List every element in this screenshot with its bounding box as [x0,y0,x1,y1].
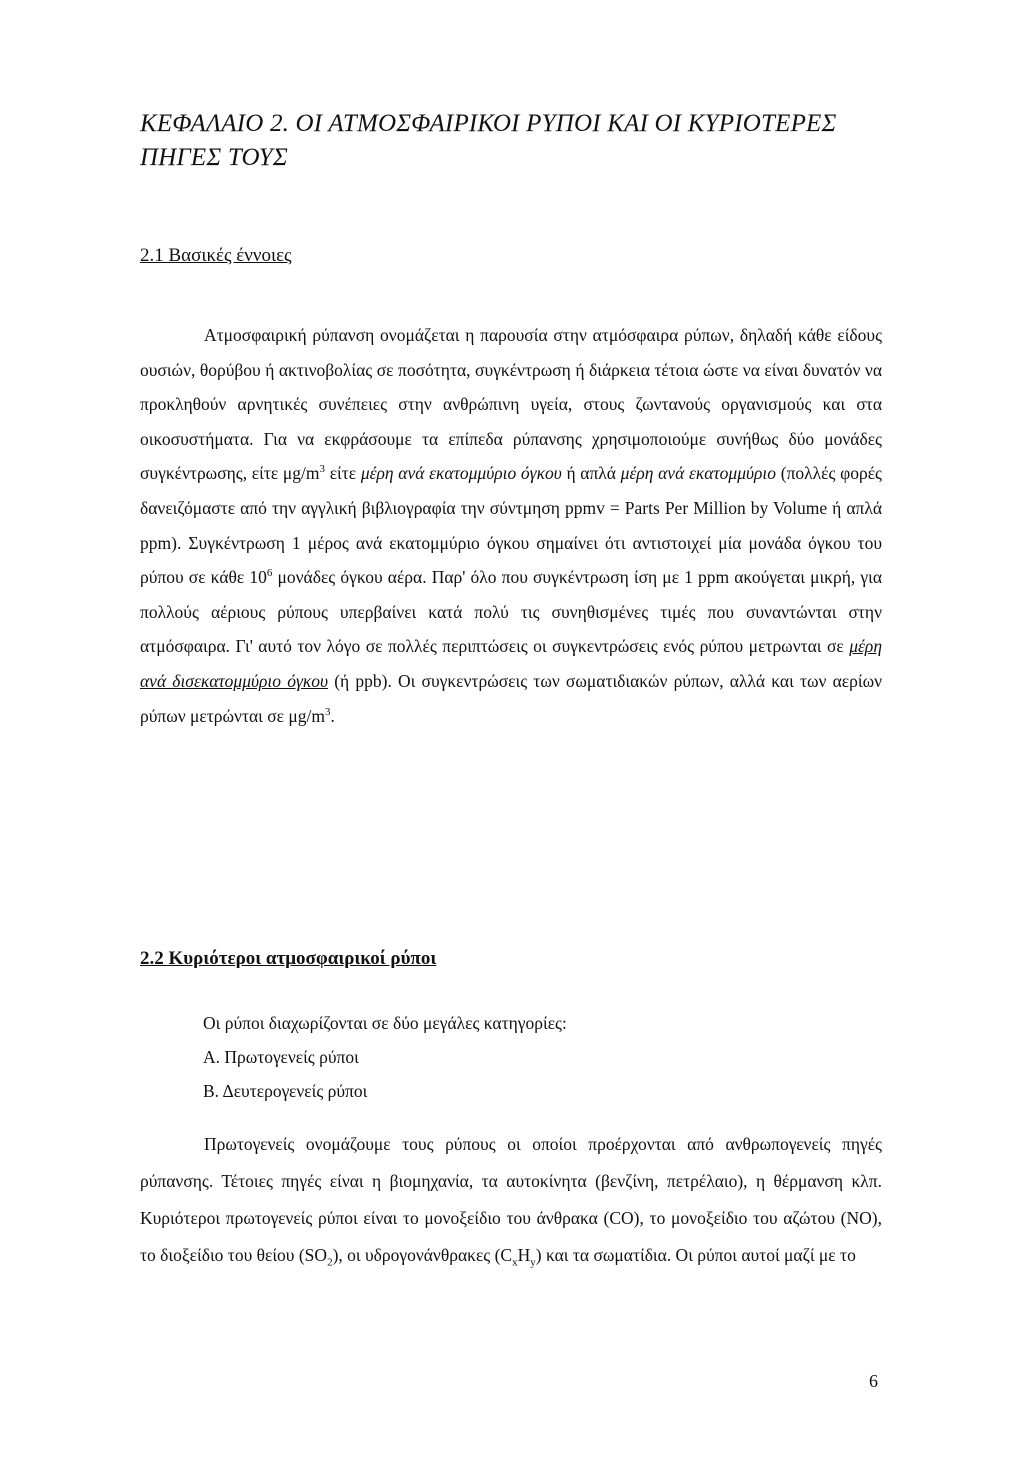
text-run: ) και τα σωματίδια. Οι ρύποι αυτοί μαζί με το [535,1245,856,1265]
paragraph-primary-pollutants [140,1126,882,1274]
category-primary: Α. Πρωτογενείς ρύποι [203,1047,359,1067]
subscript: y [530,1256,536,1269]
section-heading-main-pollutants: 2.2 Κυριότεροι ατμοσφαιρικοί ρύποι [140,948,437,969]
italic-term: μέρη ανά εκατομμύριο [620,463,777,484]
page-number: 6 [869,1371,878,1391]
text-run: H [517,1245,531,1265]
subscript: x [512,1256,518,1269]
text-run: . [330,705,335,726]
paragraph-air-pollution-definition: Ατμοσφαιρική ρύπανση ονομάζεται η παρουσία στην ατμόσφαιρα ρύπων, δηλαδή κάθε είδους ουσιών, θορύβου ή ακτινοβολίας σε ποσότητα, συγκέντρωση ή διάρκεια τέτοια ώστε να είναι δυνατόν να προκληθούν αρνητικές συνέπειες στην ανθρώπινη υγεία, στους ζωντανούς οργανισμούς και στα οικοσυστήματα. Για να εκφράσουμε τα επίπεδα ρύπανσης χρησιμοποιούμε συνήθως δύο μονάδες συγκέντρωσης, είτε $\mu g/m^3$ είτε μέρη ανά εκατομμύριο όγκου ή απλά μέρη ανά εκατομμύριο (πολλές φορές δανειζόμαστε από την αγγλική βιβλιογραφία την σύντμηση ppmv = Parts Per Million by Volume ή απλά ppm). Συγκέντρωση 1 μέρος ανά εκατομμύριο όγκου σημαίνει ότι αντιστοιχεί μία μονάδα όγκου του ρύπου σε κάθε $10^6$ μονάδες όγκου αέρα. Παρ' όλο που συγκέντρωση ίση με 1 ppm ακούγεται μικρή, για πολλούς αέριους ρύπους υπερβαίνει κατά πολύ τις συνηθισμένες τιμές που συναντώνται στην ατμόσφαιρα. Γι' αυτό τον λόγο σε πολλές περιπτώσεις οι συγκεντρώσεις ενός ρύπου μετρωνται σε μέρη ανά δισεκατομμύριο όγκου (ή ppb). Οι συγκεντρώσεις των σωματιδιακών ρύπων, αλλά και των αερίων ρύπων μετρώνται σε $\mu g/m^3$. [140,325,882,726]
text-run: (ή ppb). Οι συγκεντρώσεις των σωματιδιακών ρύπων, αλλά και των αερίων ρύπων μετρώνται σε μg/m [140,670,882,726]
text-run: (πολλές φορές δανειζόμαστε από την αγγλική βιβλιογραφία την σύντμηση ppmv = Parts Per Million by Volume ή απλά ppm). Συγκέντρωση 1 μέρος ανά εκατομμύριο όγκου σημαίνει ότι αντιστοιχεί μία μονάδα όγκου του ρύπου σε κάθε 10 [140,463,882,588]
chapter-title-line-2: ΠΗΓΕΣ ΤΟΥΣ [140,144,288,171]
text-run: είτε [325,463,361,484]
subscript: 2 [327,1256,333,1269]
italic-term: μέρη ανά εκατομμύριο όγκου [360,463,562,484]
text-run: μονάδες όγκου αέρα. Παρ' όλο που συγκέντρωση ίση με 1 ppm ακούγεται μικρή, για πολλούς αέριους ρύπους υπερβαίνει κατά πολύ τις συνηθισμένες τιμές που συναντώνται στην ατμόσφαιρα. Γι' αυτό τον λόγο σε πολλές περιπτώσεις οι συγκεντρώσεις ενός ρύπου μετρωνται σε [140,567,882,657]
chapter-title [140,107,900,175]
chapter-title-line-1: ΚΕΦΑΛΑΙΟ 2. ΟΙ ΑΤΜΟΣΦΑΙΡΙΚΟΙ ΡΥΠΟΙ ΚΑΙ ΟΙ ΚΥΡΙΟΤΕΡΕΣ [140,110,837,137]
categories-intro: Οι ρύποι διαχωρίζονται σε δύο μεγάλες κατηγορίες: [203,1013,567,1033]
superscript-exponent: 6 [266,567,273,580]
italic-term: μέρη ανά δισεκατομμύριο όγκου [140,636,882,691]
category-secondary: Β. Δευτερογενείς ρύποι [203,1081,368,1101]
text-run: Ατμοσφαιρική ρύπανση ονομάζεται η παρουσία στην ατμόσφαιρα ρύπων, δηλαδή κάθε είδους ουσιών, θορύβου ή ακτινοβολίας σε ποσότητα, συγκέντρωση ή διάρκεια τέτοια ώστε να είναι δυνατόν να προκληθούν αρνητικές συνέπειες στην ανθρώπινη υγεία, στους ζωντανούς οργανισμούς και στα οικοσυστήματα. Για να εκφράσουμε τα επίπεδα ρύπανσης χρησιμοποιούμε συνήθως δύο μονάδες συγκέντρωσης, είτε μg/m [140,325,882,484]
text-run: ), οι υδρογονάνθρακες (C [332,1245,513,1265]
text-run: Πρωτογενείς ονομάζουμε τους ρύπους οι οποίοι προέρχονται από ανθρωπογενείς πηγές ρύπανσης. Τέτοιες πηγές είναι η βιομηχανία, τα αυτοκίνητα (βενζίνη, πετρέλαιο), η θέρμανση κλπ. Κυριότεροι πρωτογενείς ρύποι είναι το μονοξείδιο του άνθρακα (CO), το μονοξείδιο του αζώτου (NO), το διοξείδιο του θείου (SO [140,1134,882,1265]
text-run: ή απλά [561,463,621,484]
section-heading-basic-concepts: 2.1 Βασικές έννοιες [140,245,292,266]
